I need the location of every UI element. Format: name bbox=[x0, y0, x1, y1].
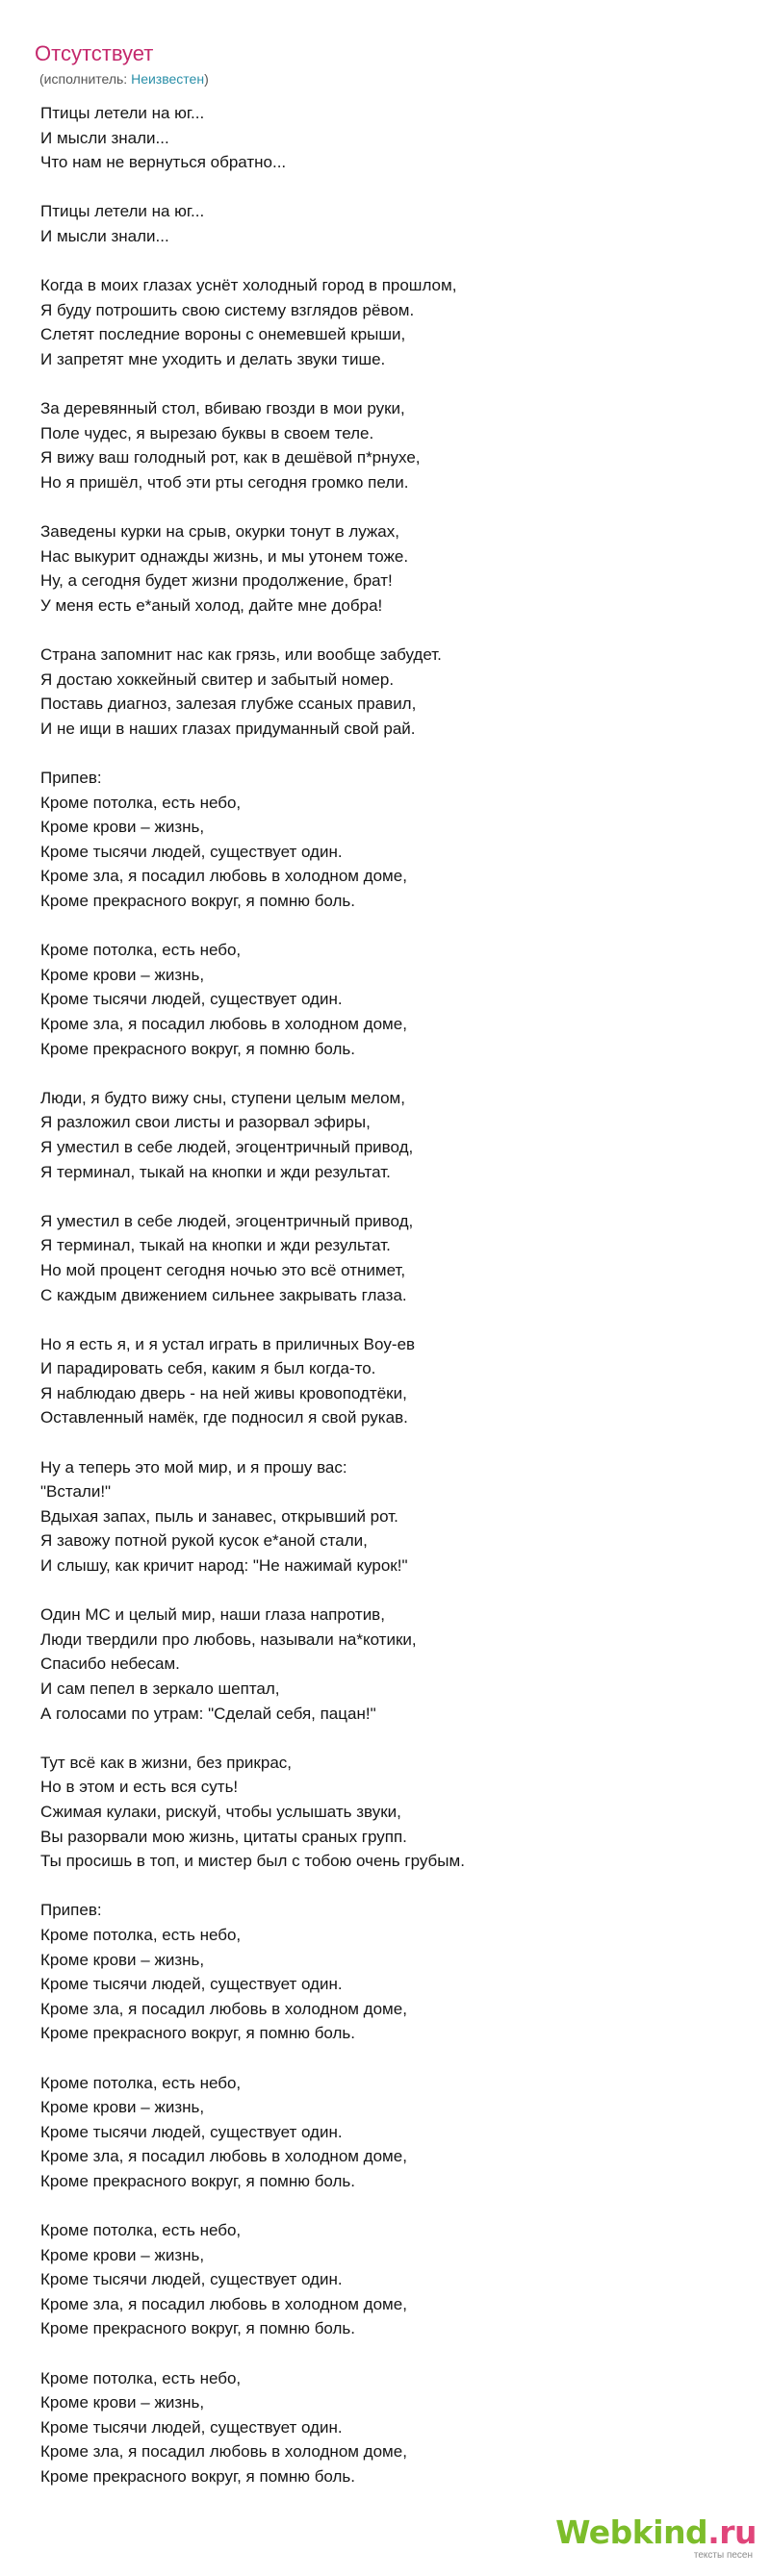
lyrics-line: Кроме крови – жизнь, bbox=[40, 965, 205, 984]
lyrics-line: Ты просишь в топ, и мистер был с тобою очень грубым. bbox=[40, 1852, 465, 1871]
lyrics-stanza bbox=[40, 2366, 735, 2489]
lyrics-stanza bbox=[40, 199, 735, 248]
lyrics-line: Я завожу потной рукой кусок е*аной стали, bbox=[40, 1531, 368, 1551]
lyrics-line: Птицы летели на юг... bbox=[40, 104, 205, 122]
lyrics-line: Слетят последние вороны с онемевшей крыши, bbox=[40, 325, 406, 344]
lyrics-line: И сам пепел в зеркало шептал, bbox=[40, 1679, 280, 1698]
lyrics-line: Кроме прекрасного вокруг, я помню боль. bbox=[40, 2171, 356, 2190]
lyrics-line: Нас выкурит однажды жизнь, и мы утонем тоже. bbox=[40, 546, 409, 566]
lyrics-line: Но я есть я, и я устал играть в приличных Boy-ев bbox=[40, 1334, 416, 1353]
lyrics-stanza bbox=[40, 1209, 735, 1307]
lyrics-line: Кроме тысячи людей, существует один. bbox=[40, 2122, 343, 2141]
logo-brand-main: Webkind bbox=[555, 2513, 708, 2551]
logo-tagline: тексты песен bbox=[693, 2550, 753, 2561]
artist-line bbox=[39, 70, 735, 88]
lyrics-line: Припев: bbox=[40, 769, 102, 788]
artist-suffix: ) bbox=[204, 71, 209, 87]
lyrics-stanza bbox=[40, 273, 735, 371]
lyrics-line: Кроме крови – жизнь, bbox=[40, 1950, 205, 1969]
lyrics-line: И мысли знали... bbox=[40, 128, 169, 147]
lyrics-stanza bbox=[40, 519, 735, 618]
lyrics-line: Ну а теперь это мой мир, и я прошу вас: bbox=[40, 1457, 347, 1477]
lyrics-line: Но я пришёл, чтоб эти рты сегодня громко пели. bbox=[40, 472, 409, 492]
lyrics-line: Кроме прекрасного вокруг, я помню боль. bbox=[40, 2319, 356, 2338]
lyrics-line: И парадировать себя, каким я был когда-то. bbox=[40, 1359, 376, 1378]
lyrics-line: Кроме потолка, есть небо, bbox=[40, 1925, 242, 1944]
lyrics-line: Ну, а сегодня будет жизни продолжение, брат! bbox=[40, 571, 393, 591]
artist-prefix: (исполнитель: bbox=[39, 71, 132, 87]
lyrics-line: Кроме зла, я посадил любовь в холодном доме, bbox=[40, 1999, 407, 2018]
lyrics-line: Поставь диагноз, залезая глубже ссаных правил, bbox=[40, 695, 417, 714]
lyrics-line: И не ищи в наших глазах придуманный свой рай. bbox=[40, 719, 416, 738]
lyrics-stanza bbox=[40, 1455, 735, 1578]
lyrics-line: Кроме зла, я посадил любовь в холодном доме, bbox=[40, 2442, 407, 2462]
lyrics-line: Кроме прекрасного вокруг, я помню боль. bbox=[40, 1039, 356, 1058]
lyrics-line: Страна запомнит нас как грязь, или вообще забудет. bbox=[40, 645, 442, 665]
lyrics-line: Спасибо небесам. bbox=[40, 1654, 180, 1674]
lyrics-line: Я терминал, тыкай на кнопки и жди результат. bbox=[40, 1162, 391, 1181]
lyrics-line: Я наблюдаю дверь - на ней живы кровоподтёки, bbox=[40, 1383, 407, 1402]
lyrics-line: Сжимая кулаки, рискуй, чтобы услышать звуки, bbox=[40, 1802, 401, 1821]
lyrics-line: Я достаю хоккейный свитер и забытый номер. bbox=[40, 669, 395, 689]
lyrics-stanza bbox=[40, 1751, 735, 1874]
lyrics-line: Кроме тысячи людей, существует один. bbox=[40, 2417, 343, 2437]
lyrics-line: Я уместил в себе людей, эгоцентричный привод, bbox=[40, 1137, 414, 1156]
lyrics-line: Оставленный намёк, где подносил я свой рукав. bbox=[40, 1408, 408, 1427]
lyrics-stanza bbox=[40, 643, 735, 741]
lyrics-line: И слышу, как кричит народ: "Не нажимай курок!" bbox=[40, 1556, 408, 1576]
lyrics-line: Кроме крови – жизнь, bbox=[40, 2245, 205, 2264]
lyrics-stanza bbox=[40, 1086, 735, 1184]
lyrics-line: С каждым движением сильнее закрывать глаза. bbox=[40, 1285, 407, 1304]
lyrics-line: И запретят мне уходить и делать звуки тише. bbox=[40, 349, 386, 368]
lyrics-line: Кроме прекрасного вокруг, я помню боль. bbox=[40, 892, 356, 910]
lyrics-line: Кроме тысячи людей, существует один. bbox=[40, 2270, 343, 2289]
lyrics-line: Тут всё как в жизни, без прикрас, bbox=[40, 1753, 293, 1772]
lyrics-line: Кроме тысячи людей, существует один. bbox=[40, 842, 343, 861]
lyrics-line: Кроме крови – жизнь, bbox=[40, 2393, 205, 2412]
lyrics-line: Я терминал, тыкай на кнопки и жди результат. bbox=[40, 1236, 391, 1255]
lyrics-line: Но мой процент сегодня ночью это всё отнимет, bbox=[40, 1260, 406, 1279]
lyrics-text bbox=[40, 101, 735, 2489]
lyrics-line: У меня есть е*аный холод, дайте мне добра! bbox=[40, 595, 383, 615]
lyrics-line: Я вижу ваш голодный рот, как в дешёвой п*рнухе, bbox=[40, 448, 421, 467]
lyrics-line: За деревянный стол, вбиваю гвозди в мои руки, bbox=[40, 399, 405, 418]
lyrics-stanza bbox=[40, 1332, 735, 1430]
lyrics-line: Кроме крови – жизнь, bbox=[40, 2098, 205, 2117]
lyrics-line: Я уместил в себе людей, эгоцентричный привод, bbox=[40, 1211, 414, 1230]
logo-wordmark bbox=[555, 2513, 757, 2552]
lyrics-line: Я разложил свои листы и разорвал эфиры, bbox=[40, 1113, 371, 1132]
lyrics-line: Птицы летели на юг... bbox=[40, 202, 205, 221]
lyrics-line: Кроме крови – жизнь, bbox=[40, 818, 205, 837]
lyrics-line: Один MC и целый мир, наши глаза напротив, bbox=[40, 1605, 385, 1625]
logo-brand-tld: .ru bbox=[707, 2513, 757, 2551]
lyrics-stanza bbox=[40, 2071, 735, 2194]
song-title: Отсутствует bbox=[35, 41, 154, 65]
lyrics-stanza bbox=[40, 938, 735, 1061]
lyrics-line: Люди, я будто вижу сны, ступени целым мелом, bbox=[40, 1088, 405, 1107]
lyrics-line: А голосами по утрам: "Сделай себя, пацан!" bbox=[40, 1704, 376, 1723]
lyrics-stanza bbox=[40, 1898, 735, 2046]
lyrics-line: Припев: bbox=[40, 1901, 102, 1920]
lyrics-line: Кроме тысячи людей, существует один. bbox=[40, 990, 343, 1009]
lyrics-stanza bbox=[40, 766, 735, 914]
lyrics-line: Вдыхая запах, пыль и занавес, открывший рот. bbox=[40, 1506, 398, 1526]
lyrics-line: Кроме зла, я посадил любовь в холодном доме, bbox=[40, 1014, 407, 1033]
lyrics-line: Кроме зла, я посадил любовь в холодном доме, bbox=[40, 867, 407, 886]
site-logo[interactable] bbox=[555, 2513, 757, 2563]
lyrics-line: Кроме прекрасного вокруг, я помню боль. bbox=[40, 2024, 356, 2043]
lyrics-line: Кроме потолка, есть небо, bbox=[40, 2073, 242, 2092]
lyrics-line: Поле чудес, я вырезаю буквы в своем теле. bbox=[40, 423, 374, 442]
lyrics-line: Кроме потолка, есть небо, bbox=[40, 941, 242, 960]
lyrics-line: Люди твердили про любовь, называли на*котики, bbox=[40, 1629, 417, 1649]
lyrics-stanza bbox=[40, 396, 735, 494]
lyrics-line: Кроме прекрасного вокруг, я помню боль. bbox=[40, 2467, 356, 2486]
lyrics-line: Когда в моих глазах уснёт холодный город в прошлом, bbox=[40, 276, 457, 295]
lyrics-stanza bbox=[40, 2218, 735, 2341]
lyrics-line: Вы разорвали мою жизнь, цитаты сраных групп. bbox=[40, 1827, 407, 1846]
lyrics-line: Но в этом и есть вся суть! bbox=[40, 1778, 239, 1797]
lyrics-line: Кроме зла, я посадил любовь в холодном доме, bbox=[40, 2147, 407, 2166]
lyrics-line: Заведены курки на срыв, окурки тонут в лужах, bbox=[40, 522, 399, 542]
lyrics-line: Кроме тысячи людей, существует один. bbox=[40, 1975, 343, 1994]
lyrics-stanza bbox=[40, 1603, 735, 1726]
lyrics-line: Кроме потолка, есть небо, bbox=[40, 2368, 242, 2387]
artist-link[interactable]: Неизвестен bbox=[131, 71, 205, 87]
lyrics-line: "Встали!" bbox=[40, 1482, 112, 1502]
lyrics-line: Кроме потолка, есть небо, bbox=[40, 2221, 242, 2240]
lyrics-line: Я буду потрошить свою систему взглядов рёвом. bbox=[40, 300, 415, 319]
lyrics-line: Кроме зла, я посадил любовь в холодном доме, bbox=[40, 2294, 407, 2313]
lyrics-line: И мысли знали... bbox=[40, 226, 169, 245]
lyrics-stanza bbox=[40, 101, 735, 175]
lyrics-line: Кроме потолка, есть небо, bbox=[40, 793, 242, 812]
lyrics-line: Что нам не вернуться обратно... bbox=[40, 153, 287, 172]
